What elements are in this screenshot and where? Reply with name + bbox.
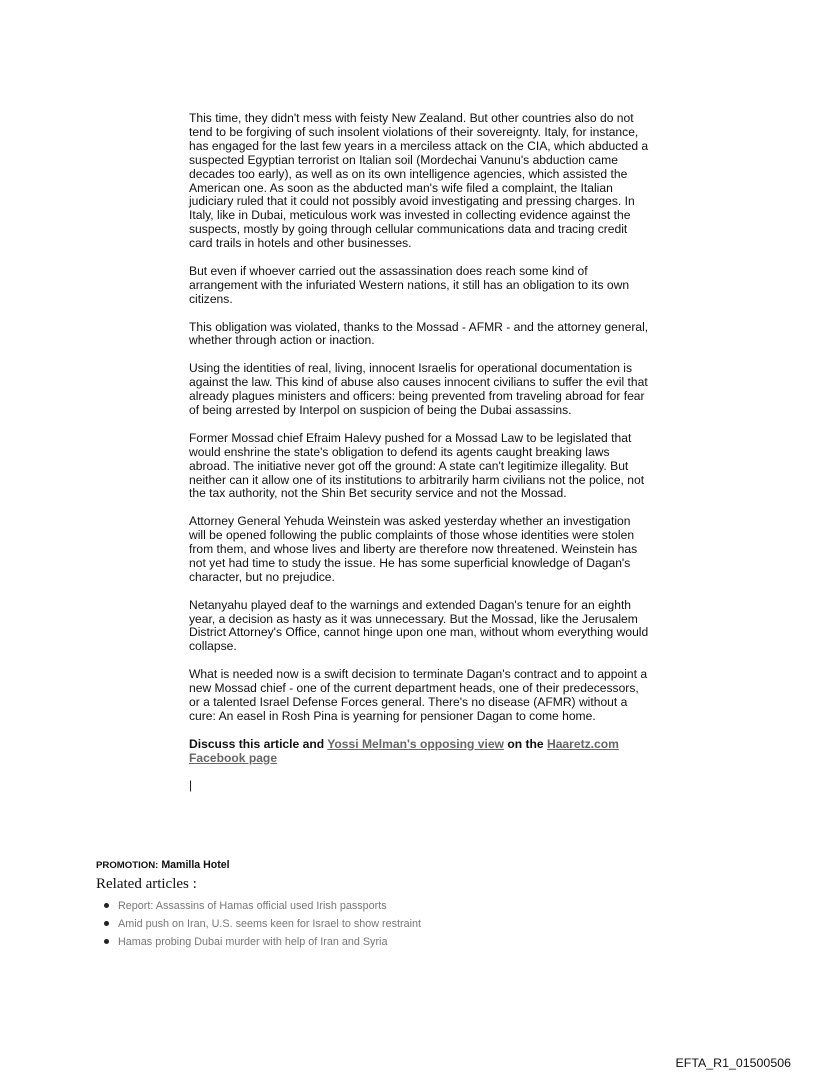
article-paragraph: What is needed now is a swift decision to terminate Dagan's contract and to appoint a new Mossad chief - one of the current department heads, one of their predecessors, or a talented Israel Defense Forces general. There's no disease (AFMR) without a cure: An easel in Rosh Pina is yearning for pensioner Dagan to come home. xyxy=(189,667,648,723)
bullet-icon xyxy=(104,921,109,926)
article-paragraph: Using the identities of real, living, innocent Israelis for operational documentation is against the law. This kind of abuse also causes innocent civilians to suffer the evil that already plagues ministers and officers: being prevented from traveling abroad for fear of being arrested by Interpol on suspicion of being the Dubai assassins. xyxy=(189,361,648,417)
article-paragraph-continuation: the tax authority, not the Shin Bet security service and not the Mossad. xyxy=(189,486,567,501)
facebook-page-link[interactable]: Haaretz.com Facebook page xyxy=(189,736,619,765)
list-item xyxy=(104,915,421,933)
related-article-link[interactable]: Report: Assassins of Hamas official used Irish passports xyxy=(118,900,387,912)
discuss-prefix: Discuss this article and xyxy=(189,736,328,751)
text-cursor: | xyxy=(189,778,193,793)
article-paragraph: This time, they didn't mess with feisty New Zealand. But other countries also do not tend to be forgiving of such insolent violations of their sovereignty. Italy, for instance, has engaged for the last few years in a merciless attack on the CIA, which abducted a suspected Egyptian terrorist on Italian soil (Mordechai Vanunu's abduction came decades too early), as well as on its own intelligence agencies, which assisted the American one. As soon as the abducted man's wife filed a complaint, the Italian judiciary ruled that it could not possibly avoid investigating and pressing charges. In Italy, like in Dubai, meticulous work was invested in collecting evidence against the suspects, mostly by going through cellular communications data and tracing credit card trails in hotels and other businesses. xyxy=(189,111,649,251)
bullet-icon xyxy=(104,939,109,944)
promotion-link[interactable]: Mamilla Hotel xyxy=(161,859,230,871)
article-paragraph: This obligation was violated, thanks to the Mossad - AFMR - and the attorney general, whether through action or inaction. xyxy=(189,319,649,348)
list-item xyxy=(104,933,421,951)
article-paragraph: Netanyahu played deaf to the warnings and extended Dagan's tenure for an eighth year, a decision as hasty as it was unnecessary. But the Mossad, like the Jerusalem District Attorney's Office, cannot hinge upon one man, without whom everything would collapse. xyxy=(189,597,649,654)
related-articles-heading: Related articles : xyxy=(96,876,197,892)
related-article-link[interactable]: Amid push on Iran, U.S. seems keen for Israel to show restraint xyxy=(118,918,422,930)
promotion-label: PROMOTION: xyxy=(96,860,159,871)
article-paragraph: Attorney General Yehuda Weinstein was asked yesterday whether an investigation will be opened following the public complaints of those whose identities were stolen from them, and whose lives and liberty are therefore now threatened. Weinstein has not yet had time to study the issue. He has some superficial knowledge of Dagan's character, but no prejudice. xyxy=(189,514,638,584)
discuss-middle: on the xyxy=(503,736,547,751)
article-paragraph-text: Former Mossad chief Efraim Halevy pushed for a Mossad Law to be legislated that would enshrine the state's obligation to defend its agents caught breaking laws abroad. The initiative never got off the ground: A state can't legitimize illegality. But neither can it allow one of its institutions to arbitrarily harm civilians not the police, not xyxy=(189,430,645,487)
article-paragraph xyxy=(189,432,649,502)
article-paragraph: But even if whoever carried out the assassination does reach some kind of arrangement with the infuriated Western nations, it still has an obligation to its own citizens. xyxy=(189,263,630,306)
opposing-view-link[interactable]: Yossi Melman's opposing view xyxy=(327,736,504,751)
related-article-link[interactable]: Hamas probing Dubai murder with help of Iran and Syria xyxy=(118,936,388,948)
discuss-line xyxy=(189,738,649,766)
related-articles-list xyxy=(104,897,421,951)
promotion-line xyxy=(96,859,230,872)
document-id: EFTA_R1_01500506 xyxy=(675,1056,791,1070)
article-body xyxy=(189,112,649,792)
list-item xyxy=(104,897,421,915)
bullet-icon xyxy=(104,903,109,908)
